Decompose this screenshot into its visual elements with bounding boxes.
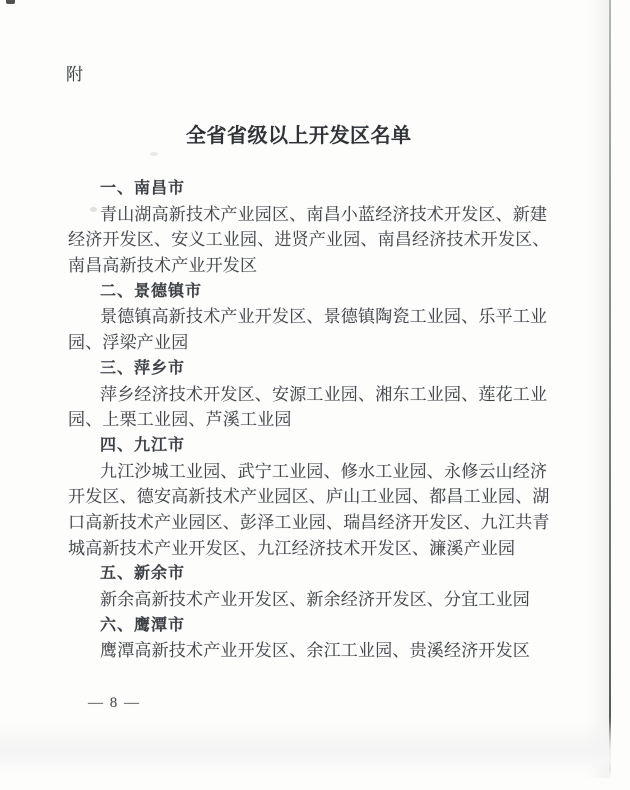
page-edge-shadow <box>586 0 609 778</box>
section-heading: 二、景德镇市 <box>100 282 203 300</box>
text-line: 城高新技术产业开发区、九江经济技术开发区、濂溪产业园 <box>68 538 516 558</box>
text-line: 新余高新技术产业开发区、新余经济开发区、分宜工业园 <box>100 590 530 609</box>
section-heading: 一、南昌市 <box>100 180 186 197</box>
text-line: 景德镇高新技术产业开发区、景德镇陶瓷工业园、乐平工业 <box>100 307 548 327</box>
section-heading: 三、萍乡市 <box>100 359 186 377</box>
text-line: 南昌高新技术产业开发区 <box>68 256 258 276</box>
section-heading: 四、九江市 <box>100 436 186 454</box>
document-body <box>68 176 570 664</box>
text-line: 开发区、德安高新技术产业园区、庐山工业园、都昌工业园、湖 <box>68 487 550 507</box>
scan-corner-mark <box>6 0 15 4</box>
page-edge-line <box>609 0 611 778</box>
section-heading: 六、鹰潭市 <box>100 616 186 634</box>
text-line: 九江沙城工业园、武宁工业园、修水工业园、永修云山经济 <box>100 461 548 481</box>
text-line: 园、上栗工业园、芦溪工业园 <box>68 410 292 430</box>
text-line: 园、浮梁产业园 <box>68 333 189 353</box>
attachment-label: 附 <box>66 65 83 84</box>
text-line: 口高新技术产业园区、彭泽工业园、瑞昌经济开发区、九江共青 <box>68 512 550 532</box>
document-title: 全省省级以上开发区名单 <box>186 125 412 147</box>
text-line: 鹰潭高新技术产业开发区、余江工业园、贵溪经济开发区 <box>100 641 530 661</box>
scan-bottom-band <box>0 722 611 772</box>
page-number: — 8 — <box>88 695 141 711</box>
text-line: 萍乡经济技术开发区、安源工业园、湘东工业园、莲花工业 <box>100 384 548 404</box>
text-line: 青山湖高新技术产业园区、南昌小蓝经济技术开发区、新建 <box>100 204 548 224</box>
text-line: 经济开发区、安义工业园、进贤产业园、南昌经济技术开发区、 <box>68 230 550 250</box>
scan-speckle <box>150 152 158 156</box>
section-heading: 五、新余市 <box>100 565 186 583</box>
